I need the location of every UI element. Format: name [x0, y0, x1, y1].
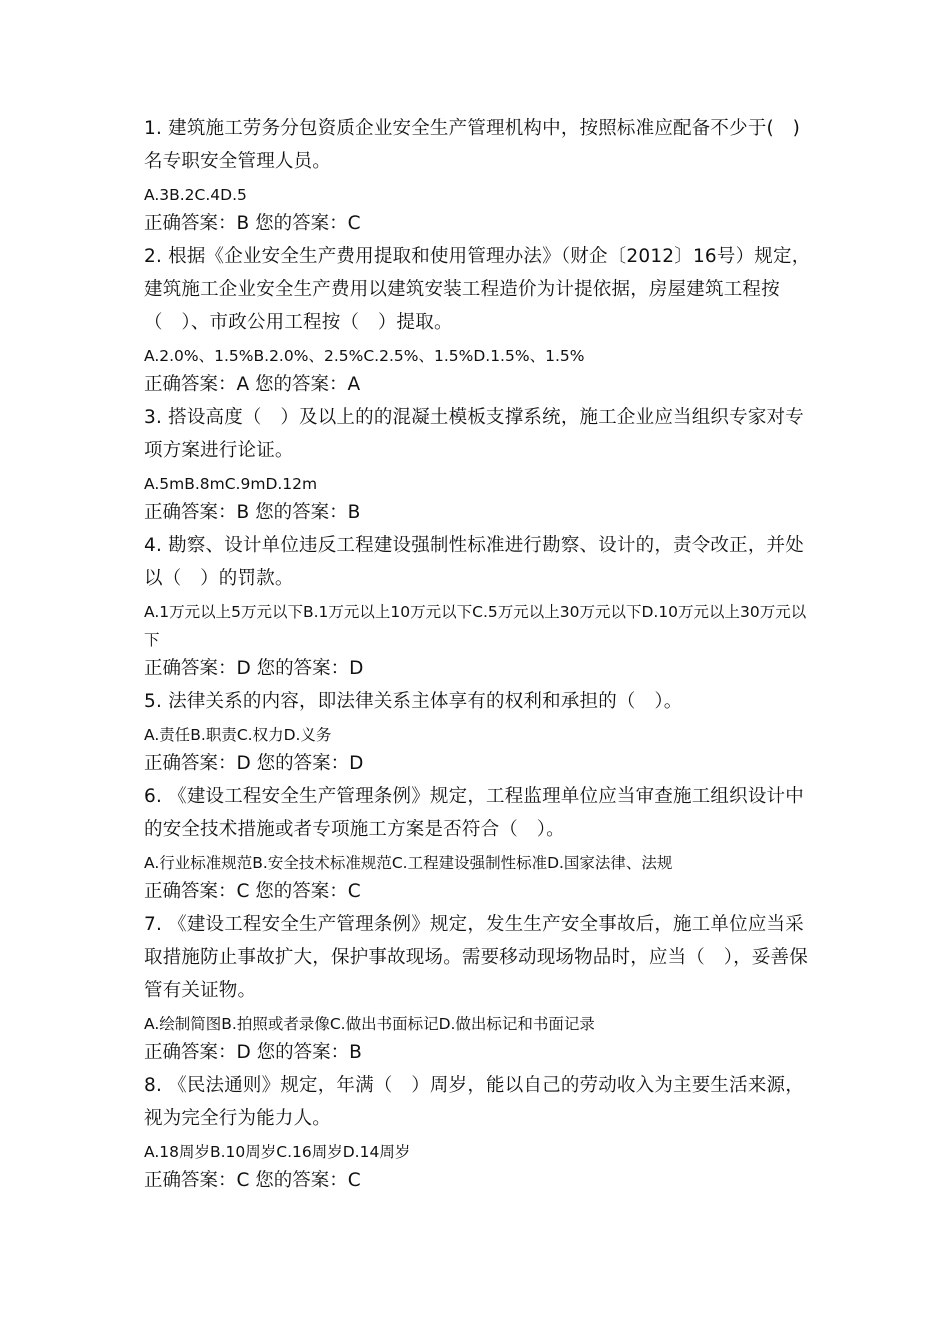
question-2 — [144, 240, 812, 400]
question-options: A.行业标准规范B.安全技术标准规范C.工程建设强制性标准D.国家法律、法规 — [144, 854, 673, 872]
question-options: A.18周岁B.10周岁C.16周岁D.14周岁 — [144, 1143, 411, 1161]
question-options: A.绘制简图B.拍照或者录像C.做出书面标记D.做出标记和书面记录 — [144, 1015, 595, 1033]
question-options: A.责任B.职责C.权力D.义务 — [144, 726, 332, 744]
answer-line: 正确答案：D 您的答案：D — [144, 753, 364, 774]
question-3 — [144, 401, 812, 528]
question-options: A.5mB.8mC.9mD.12m — [144, 475, 318, 493]
answer-line: 正确答案：C 您的答案：C — [144, 881, 361, 902]
answer-line: 正确答案：D 您的答案：B — [144, 1042, 362, 1063]
quiz-document — [144, 112, 812, 1197]
question-text: 8. 《民法通则》规定，年满（ ）周岁，能以自己的劳动收入为主要生活来源，视为完全行为能力人。 — [144, 1075, 804, 1129]
question-text: 3. 搭设高度（ ）及以上的的混凝土模板支撑系统，施工企业应当组织专家对专项方案进行论证。 — [144, 407, 804, 461]
answer-line: 正确答案：B 您的答案：B — [144, 502, 361, 523]
question-7 — [144, 908, 812, 1068]
question-4 — [144, 529, 812, 684]
answer-line: 正确答案：A 您的答案：A — [144, 374, 361, 395]
question-options: A.3B.2C.4D.5 — [144, 186, 247, 204]
answer-line: 正确答案：B 您的答案：C — [144, 213, 361, 234]
question-text: 1. 建筑施工劳务分包资质企业安全生产管理机构中，按照标准应配备不少于( )名专职安全管理人员。 — [144, 118, 801, 172]
question-options: A.1万元以上5万元以下B.1万元以上10万元以下C.5万元以上30万元以下D.10万元以上30万元以下 — [144, 603, 807, 649]
question-text: 4. 勘察、设计单位违反工程建设强制性标准进行勘察、设计的，责令改正，并处以（ ）的罚款。 — [144, 535, 804, 589]
question-text: 5. 法律关系的内容，即法律关系主体享有的权利和承担的（ ）。 — [144, 691, 683, 712]
answer-line: 正确答案：C 您的答案：C — [144, 1170, 361, 1191]
question-text: 6. 《建设工程安全生产管理条例》规定，工程监理单位应当审查施工组织设计中的安全技术措施或者专项施工方案是否符合（ ）。 — [144, 786, 804, 840]
question-text: 2. 根据《企业安全生产费用提取和使用管理办法》（财企〔2012〕16号）规定，建筑施工企业安全生产费用以建筑安装工程造价为计提依据，房屋建筑工程按（ ）、市政公用工程按（ ）提取。 — [144, 246, 811, 333]
question-1 — [144, 112, 812, 239]
question-8 — [144, 1069, 812, 1196]
question-6 — [144, 780, 812, 907]
question-text: 7. 《建设工程安全生产管理条例》规定，发生生产安全事故后，施工单位应当采取措施防止事故扩大，保护事故现场。需要移动现场物品时，应当（ ），妥善保管有关证物。 — [144, 914, 808, 1001]
answer-line: 正确答案：D 您的答案：D — [144, 658, 364, 679]
question-5 — [144, 685, 812, 779]
question-options: A.2.0%、1.5%B.2.0%、2.5%C.2.5%、1.5%D.1.5%、1.5% — [144, 347, 585, 365]
